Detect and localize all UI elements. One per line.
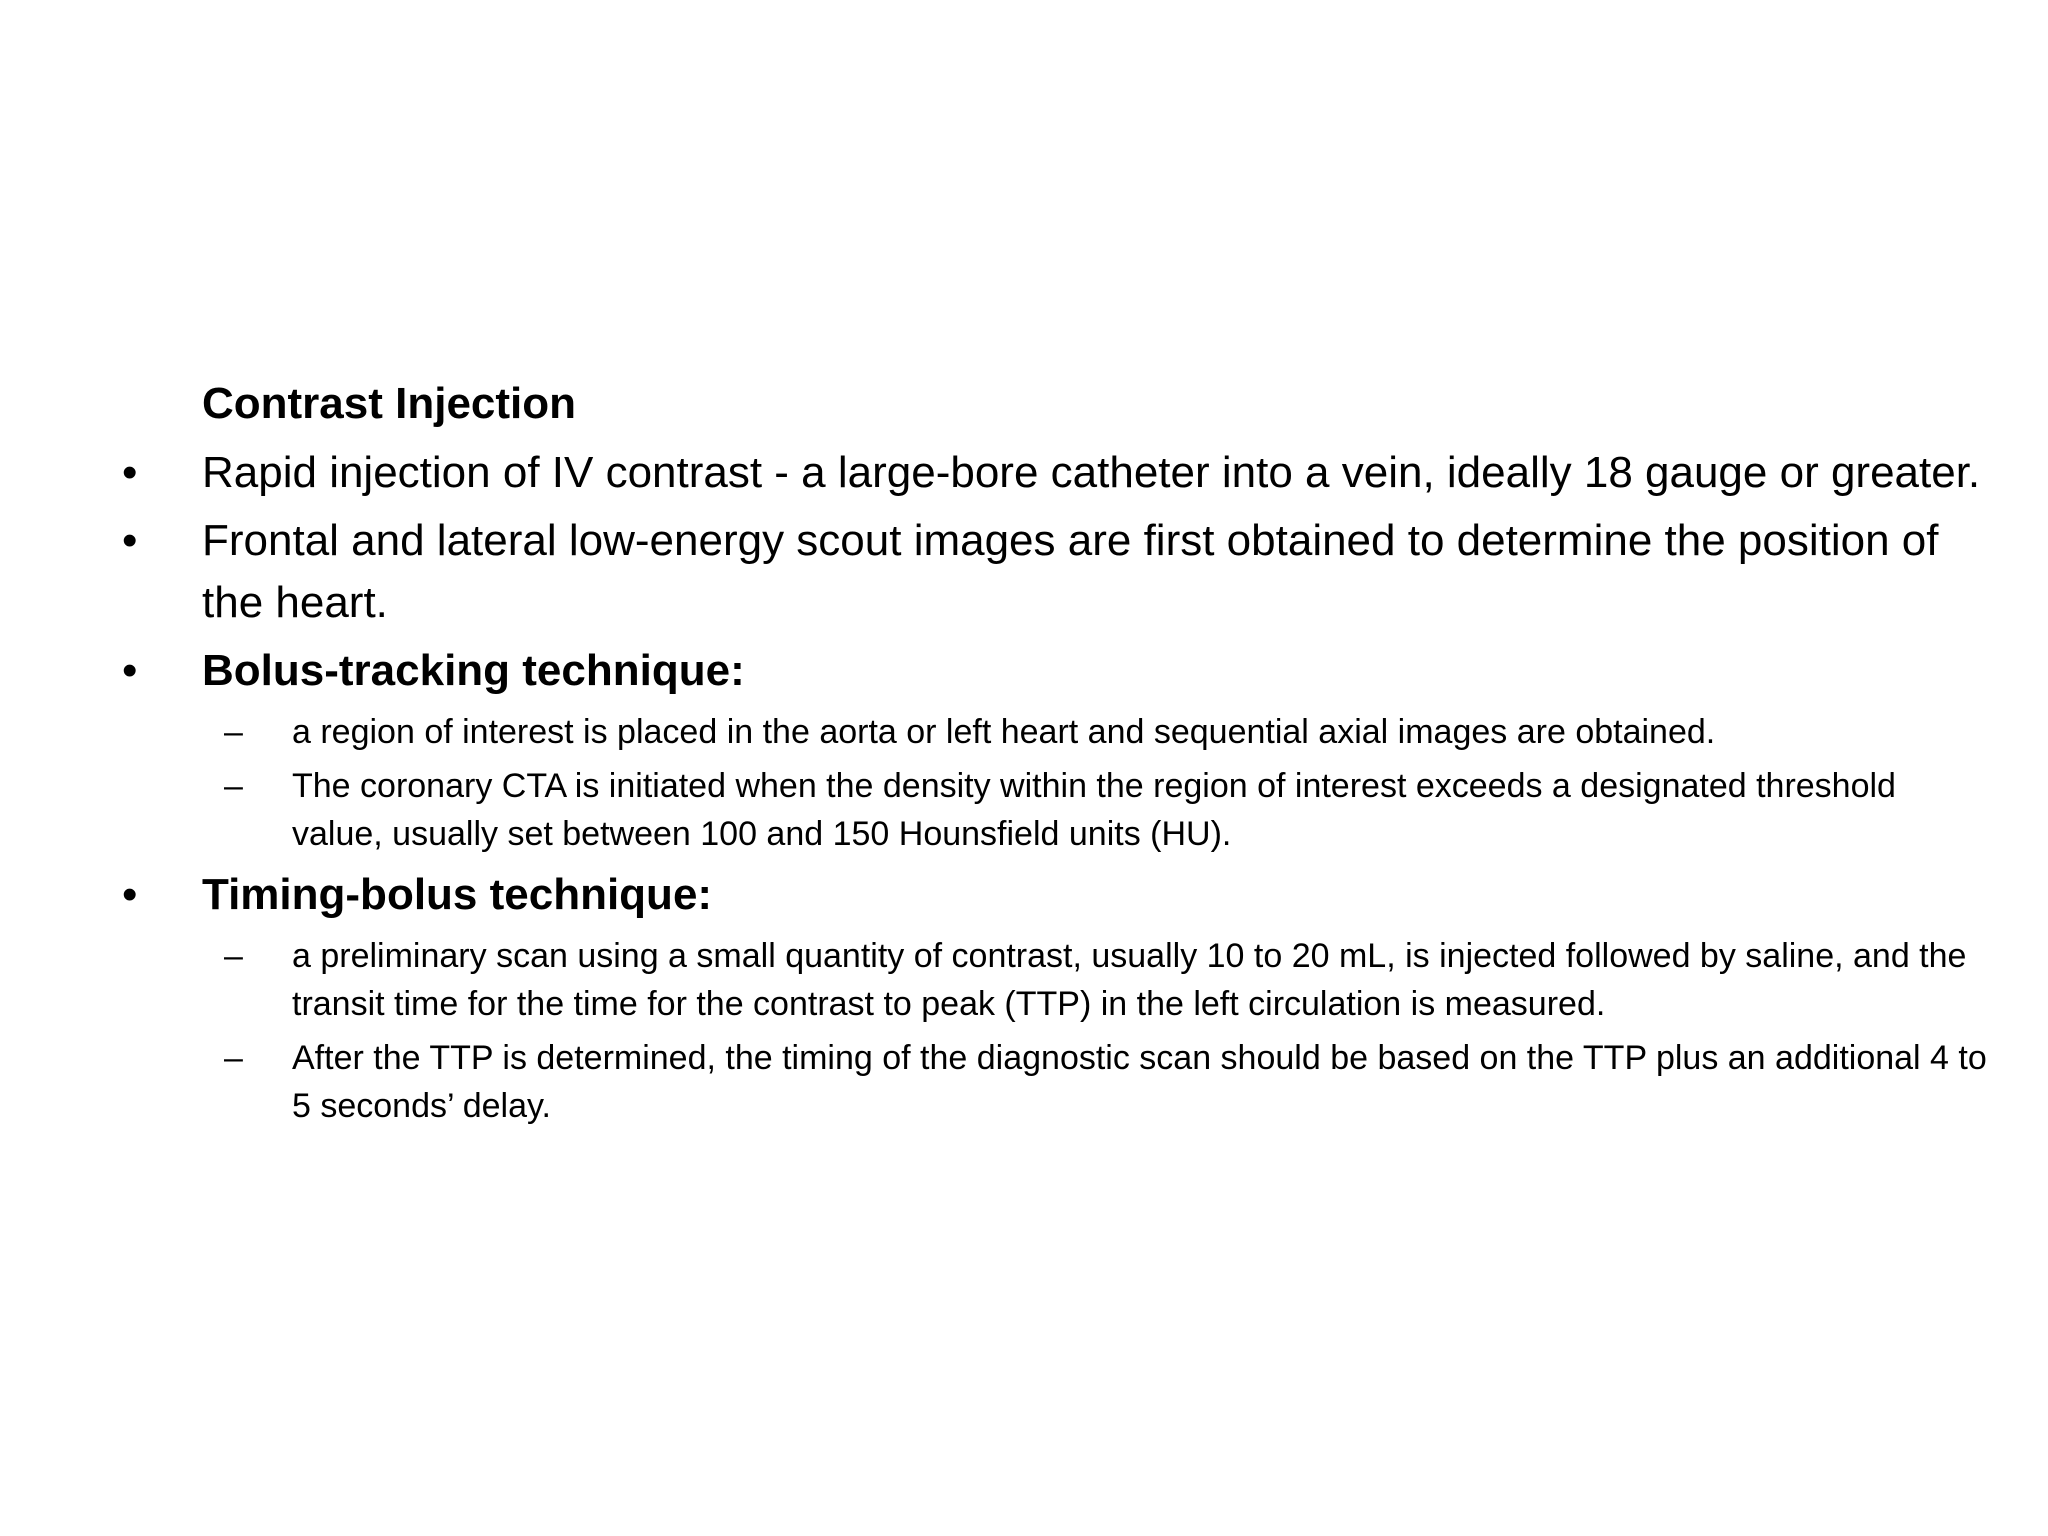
bullet-item	[116, 510, 1996, 634]
dash-icon: –	[224, 1039, 243, 1077]
bullet-icon: •	[122, 516, 138, 565]
sub-bullet-item	[116, 708, 1996, 756]
bullet-icon: •	[122, 448, 138, 497]
dash-icon: –	[224, 937, 243, 975]
sub-bullet-item	[116, 762, 1996, 858]
bullet-text: Frontal and lateral low-energy scout images are first obtained to determine the position of the heart.	[202, 516, 1939, 627]
bullet-item	[116, 442, 1996, 504]
sub-bullet-text: a preliminary scan using a small quantity of contrast, usually 10 to 20 mL, is injected followed by saline, and the transit time for the time for the contrast to peak (TTP) in the left circulation is measured.	[292, 937, 1967, 1023]
bullet-icon: •	[122, 646, 138, 695]
sub-bullet-item	[116, 1034, 1996, 1130]
slide-heading: Contrast Injection	[202, 379, 577, 428]
sub-bullet-item	[116, 932, 1996, 1028]
sub-bullet-text: a region of interest is placed in the aorta or left heart and sequential axial images are obtained.	[292, 713, 1716, 751]
slide-content	[116, 372, 1996, 1136]
bullet-item	[116, 864, 1996, 926]
bullet-group-timing-bolus	[116, 864, 1996, 1130]
bullet-icon: •	[122, 870, 138, 919]
dash-icon: –	[224, 713, 243, 751]
bullet-text: Rapid injection of IV contrast - a large-bore catheter into a vein, ideally 18 gauge or greater.	[202, 448, 1981, 497]
bullet-text: Bolus-tracking technique:	[202, 646, 745, 695]
bullet-text: Timing-bolus technique:	[202, 870, 713, 919]
bullet-group-bolus-tracking	[116, 640, 1996, 858]
bullet-item	[116, 640, 1996, 702]
sub-bullet-text: The coronary CTA is initiated when the density within the region of interest exceeds a designated threshold value, usually set between 100 and 150 Hounsfield units (HU).	[292, 767, 1896, 853]
dash-icon: –	[224, 767, 243, 805]
sub-bullet-text: After the TTP is determined, the timing of the diagnostic scan should be based on the TTP plus an additional 4 to 5 seconds’ delay.	[292, 1039, 1987, 1125]
